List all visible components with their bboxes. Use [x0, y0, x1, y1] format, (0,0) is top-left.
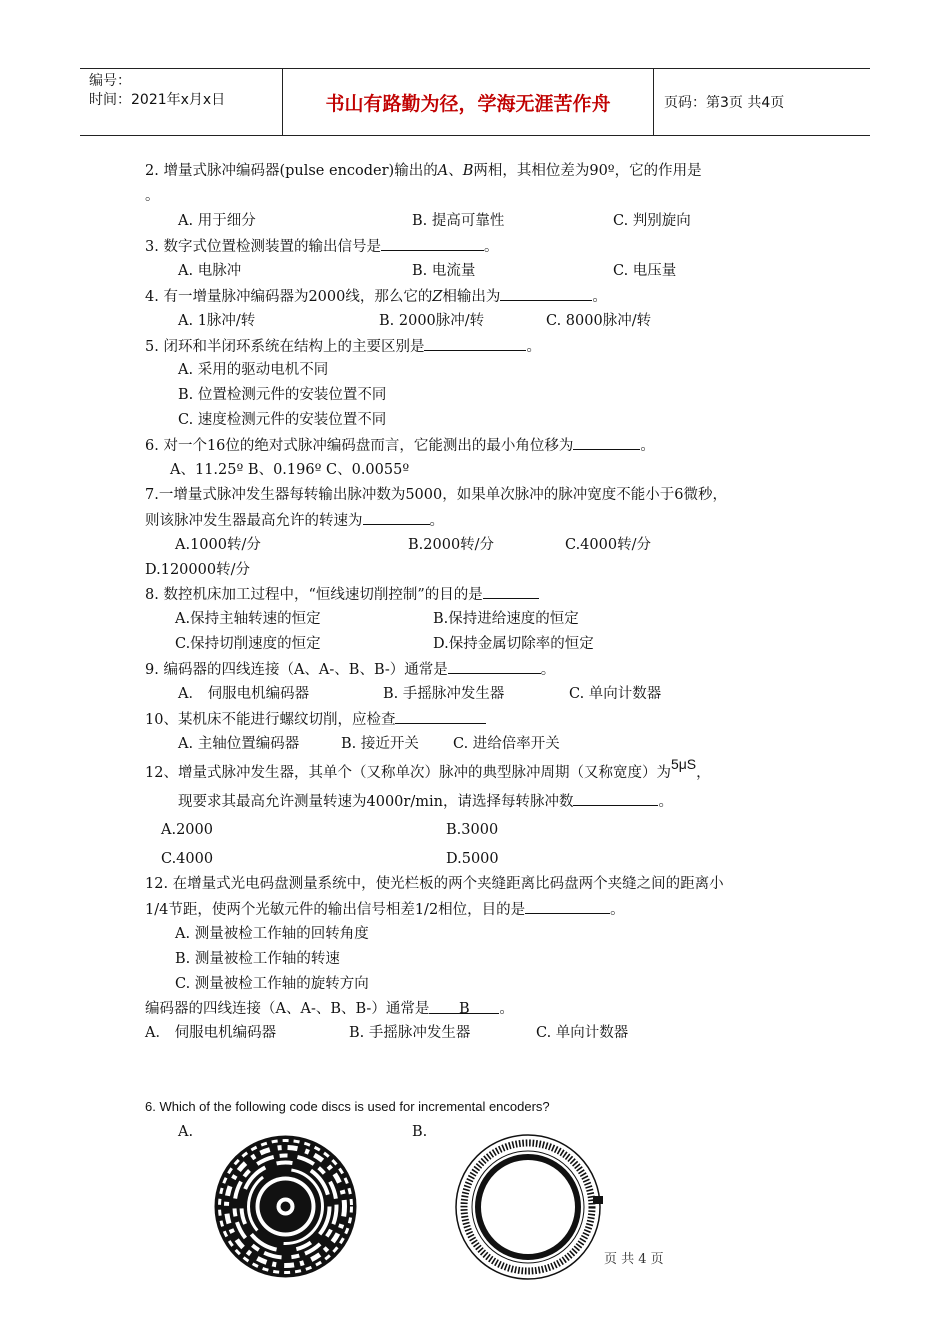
q12b-option-c: C. 测量被检工作轴的旋转方向	[175, 976, 369, 992]
header-motto: 书山有路勤为径，学海无涯苦作舟	[283, 69, 654, 135]
q5-option-b: B. 位置检测元件的安装位置不同	[178, 387, 387, 403]
q10-option-c: C. 进给倍率开关	[453, 736, 560, 752]
answer-blank	[381, 236, 484, 251]
q12b-option-b: B. 测量被检工作轴的转速	[175, 951, 340, 967]
answer-blank	[573, 435, 640, 450]
q4-option-c: C. 8000脉冲/转	[546, 313, 652, 329]
q12a-option-c: C.4000	[161, 851, 214, 867]
incremental-code-disc-image	[453, 1132, 603, 1282]
q2-end: 。	[145, 188, 160, 204]
q7-option-d: D.120000转/分	[145, 562, 250, 578]
answer-blank	[483, 584, 539, 599]
header-page-label: 页码：第3页 共4页	[664, 95, 785, 111]
q10-stem: 10、某机床不能进行螺纹切削，应检查	[145, 709, 486, 730]
q8-option-a: A.保持主轴转速的恒定	[175, 611, 321, 627]
answer-blank	[424, 336, 526, 351]
q3-option-a: A. 电脉冲	[178, 263, 242, 279]
q8-option-b: B.保持进给速度的恒定	[433, 611, 579, 627]
q-enc-option-a: A． 伺服电机编码器	[145, 1025, 277, 1041]
answer-blank	[500, 286, 592, 301]
q12b-line2: 1/4节距，使两个光敏元件的输出信号相差1/2相位，目的是 。	[145, 899, 625, 920]
q4-stem: 4. 有一增量脉冲编码器为2000线，那么它的Z相输出为 。	[145, 286, 607, 307]
q12b-line1: 12. 在增量式光电码盘测量系统中，使光栏板的两个夹缝距离比码盘两个夹缝之间的距离小	[145, 876, 724, 892]
q-enc-stem: 编码器的四线连接（A、A-、B、B-）通常是 B 。	[145, 1001, 514, 1017]
q12a-option-d: D.5000	[446, 851, 499, 867]
q9-option-a: A． 伺服电机编码器	[178, 686, 310, 702]
q4-option-b: B. 2000脉冲/转	[379, 313, 485, 329]
q8-stem: 8. 数控机床加工过程中，“恒线速切削控制”的目的是	[145, 584, 539, 605]
q5-stem: 5. 闭环和半闭环系统在结构上的主要区别是 。	[145, 336, 541, 357]
q7-line2: 则该脉冲发生器最高允许的转速为 。	[145, 510, 444, 531]
q10-option-b: B. 接近开关	[341, 736, 419, 752]
q3-option-b: B. 电流量	[412, 263, 476, 279]
q2-option-a: A. 用于细分	[178, 213, 256, 229]
q12a-option-a: A.2000	[161, 822, 213, 838]
q7-line1: 7.一增量式脉冲发生器每转输出脉冲数为5000，如果单次脉冲的脉冲宽度不能小于6微秒，	[145, 487, 727, 503]
q6-options: A、11.25º B、0.196º C、0.0055º	[170, 462, 410, 478]
q12b-option-a: A. 测量被检工作轴的回转角度	[175, 926, 369, 942]
q-en-stem: 6. Which of the following code discs is used for incremental encoders?	[145, 1099, 550, 1114]
q7-option-c: C.4000转/分	[565, 537, 651, 553]
q9-stem: 9. 编码器的四线连接（A、A-、B、B-）通常是 。	[145, 659, 555, 680]
answer-blank	[525, 899, 610, 914]
answer-filled: B	[429, 999, 499, 1014]
page-footer: 页 共 4 页	[604, 1252, 664, 1267]
q3-option-c: C. 电压量	[613, 263, 677, 279]
q-enc-option-c: C. 单向计数器	[536, 1025, 629, 1041]
q9-option-b: B. 手摇脉冲发生器	[383, 686, 505, 702]
disc-label-b: B.	[412, 1124, 428, 1140]
q12a-line2: 现要求其最高允许测量转速为4000r/min，请选择每转脉冲数 。	[178, 791, 673, 812]
q8-option-c: C.保持切削速度的恒定	[175, 636, 321, 652]
q-enc-option-b: B. 手摇脉冲发生器	[349, 1025, 471, 1041]
q8-option-d: D.保持金属切除率的恒定	[433, 636, 594, 652]
q12a-option-b: B.3000	[446, 822, 499, 838]
q9-option-c: C. 单向计数器	[569, 686, 662, 702]
absolute-code-disc-image	[213, 1134, 358, 1279]
page-header	[80, 68, 870, 136]
q2-stem: 2. 增量式脉冲编码器(pulse encoder)输出的A、B两相，其相位差为90º，它的作用是	[145, 163, 702, 179]
q7-option-b: B.2000转/分	[408, 537, 495, 553]
q4-option-a: A. 1脉冲/转	[178, 313, 256, 329]
code-label: 编号：	[89, 73, 131, 89]
pulse-width-formula: 5μS	[670, 756, 697, 772]
q12a-stem: 12、增量式脉冲发生器，其单个（又称单次）脉冲的典型脉冲周期（又称宽度）为5μS，	[145, 756, 711, 781]
answer-blank	[573, 791, 658, 806]
disc-label-a: A.	[178, 1124, 194, 1140]
answer-blank	[363, 510, 430, 525]
q6-stem: 6. 对一个16位的绝对式脉冲编码盘而言，它能测出的最小角位移为 。	[145, 435, 655, 456]
q3-stem: 3. 数字式位置检测装置的输出信号是 。	[145, 236, 498, 257]
time-label: 时间：2021年x月x日	[89, 92, 226, 108]
q5-option-a: A. 采用的驱动电机不同	[178, 362, 329, 378]
q5-option-c: C. 速度检测元件的安装位置不同	[178, 412, 387, 428]
q2-option-b: B. 提高可靠性	[412, 213, 505, 229]
q7-option-a: A.1000转/分	[175, 537, 261, 553]
answer-blank	[448, 659, 541, 674]
q10-option-a: A. 主轴位置编码器	[178, 736, 300, 752]
answer-blank	[395, 709, 486, 724]
header-meta	[80, 69, 283, 135]
q2-option-c: C. 判别旋向	[613, 213, 691, 229]
